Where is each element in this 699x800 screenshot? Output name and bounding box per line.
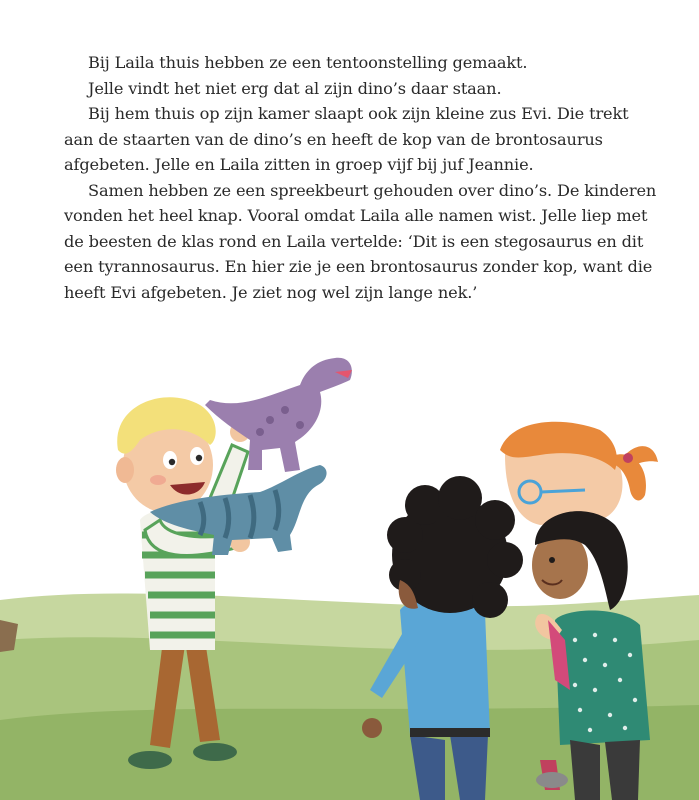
paragraph-4 xyxy=(64,178,688,306)
paragraph-3 xyxy=(64,101,688,178)
text-line: Bij Laila thuis hebben ze een tentoonstelling gemaakt. xyxy=(88,53,528,72)
text-line: een tyrannosaurus. En hier zie je een brontosaurus zonder kop, want die xyxy=(64,257,653,276)
illustration xyxy=(0,330,699,800)
paragraph-1 xyxy=(88,50,688,76)
text-line: Samen hebben ze een spreekbeurt gehouden over dino’s. De kinderen xyxy=(88,180,657,200)
red-hair-girl xyxy=(500,422,658,525)
paragraph-2 xyxy=(88,76,688,102)
text-line: aan de staarten van de dino’s en heeft de kop van de brontosaurus xyxy=(64,129,603,149)
text-line: vonden het heel knap. Vooral omdat Laila alle namen wist. Jelle liep met xyxy=(64,206,648,225)
text-line: heeft Evi afgebeten. Je ziet nog wel zijn lange nek.’ xyxy=(64,282,478,302)
text-line: afgebeten. Jelle en Laila zitten in groep vijf bij juf Jeannie. xyxy=(64,155,534,174)
text-line: Jelle vindt het niet erg dat al zijn dino’s daar staan. xyxy=(88,78,502,98)
text-line: Bij hem thuis op zijn kamer slaapt ook zijn kleine zus Evi. Die trekt xyxy=(88,104,629,123)
text-line: de beesten de klas rond en Laila vertelde: ‘Dit is een stegosaurus en dit xyxy=(64,231,644,251)
story-text xyxy=(64,50,688,305)
